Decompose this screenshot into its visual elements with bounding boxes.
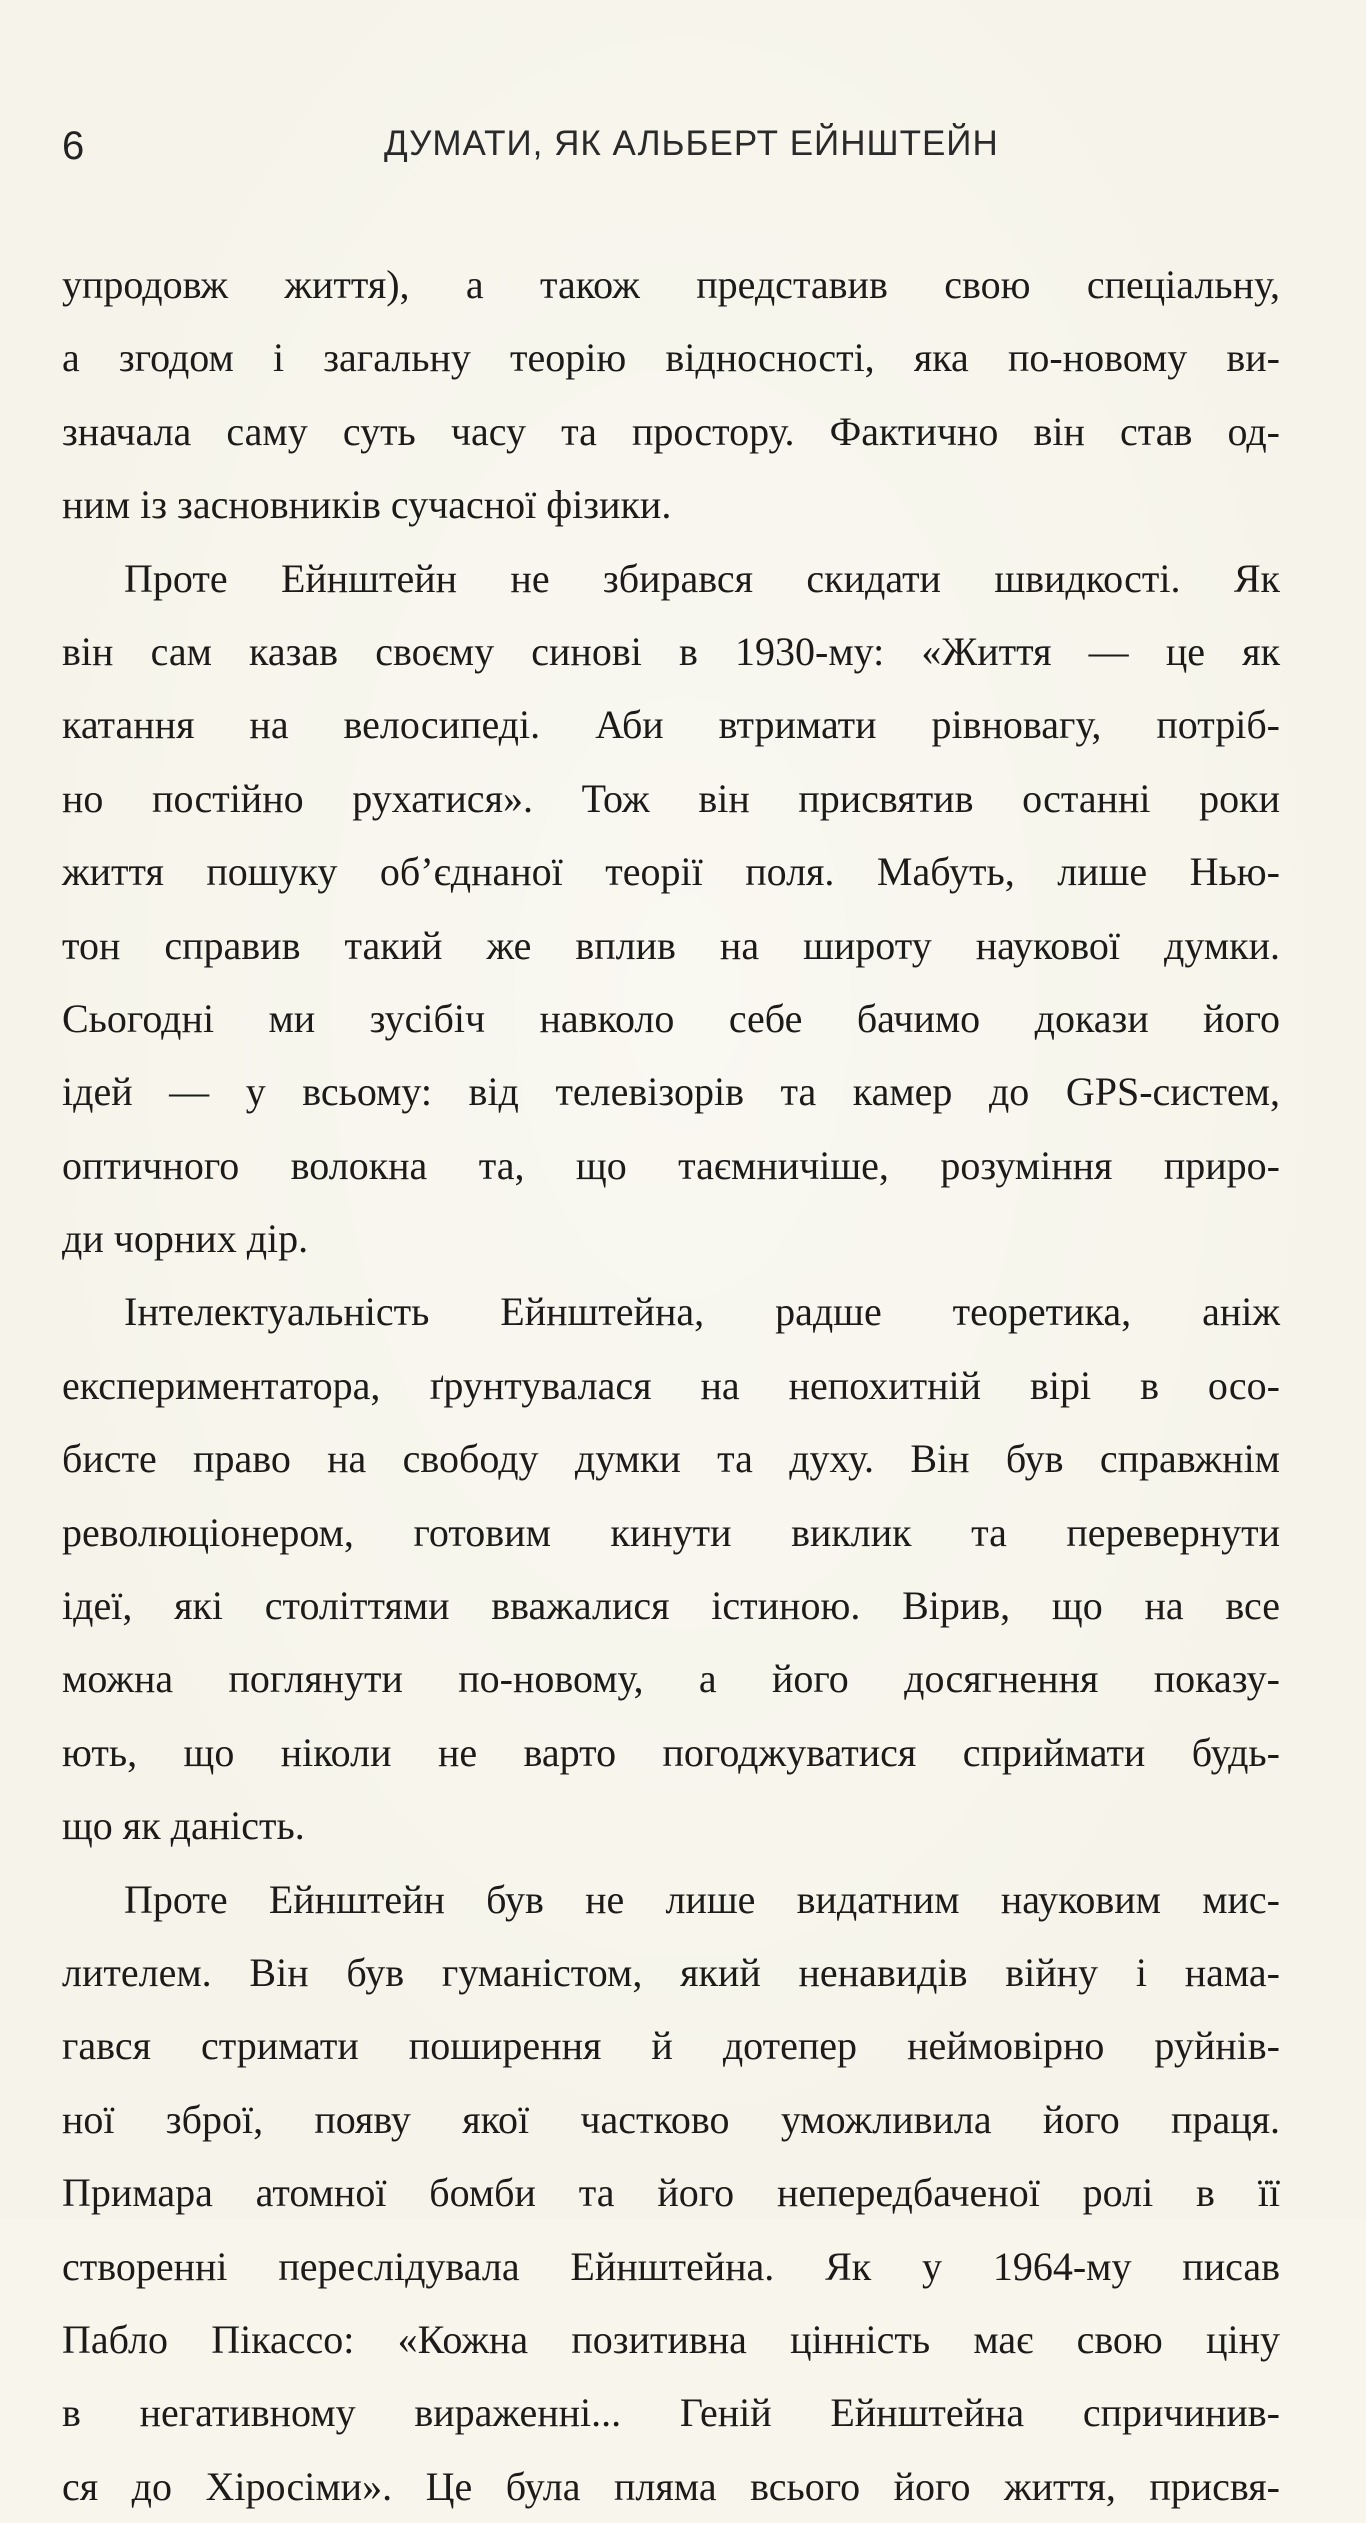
text-line: бисте право на свободу думки та духу. Він був справжнім xyxy=(62,1436,1280,1482)
text-line: Примара атомної бомби та його непередбаченої ролі в її xyxy=(62,2170,1280,2216)
text-line: експериментатора, ґрунтувалася на непохитній вірі в осо- xyxy=(62,1362,1280,1408)
text-line: життя пошуку об’єднаної теорії поля. Мабуть, лише Нью- xyxy=(62,849,1280,895)
text-line: створенні переслідувала Ейнштейна. Як у 1964-му писав xyxy=(62,2243,1280,2289)
text-line: упродовж життя), а також представив свою спеціальну, xyxy=(62,262,1280,307)
text-line: він сам казав своєму синові в 1930-му: «Життя — це як xyxy=(62,628,1280,674)
paragraph-2 xyxy=(62,542,1280,1276)
text-line: но постійно рухатися». Тож він присвятив останні роки xyxy=(62,775,1280,821)
text-line: ся до Хіросіми». Це була пляма всього його життя, присвя- xyxy=(62,2463,1280,2509)
body-text xyxy=(62,248,1280,2523)
text-line: можна поглянути по-новому, а його досягнення показу- xyxy=(62,1656,1280,1702)
text-line: ної зброї, появу якої частково уможливила його праця. xyxy=(62,2096,1280,2142)
text-line: Проте Ейнштейн не збирався скидати швидкості. Як xyxy=(124,555,1280,601)
text-line: Сьогодні ми зусібіч навколо себе бачимо докази його xyxy=(62,995,1280,1041)
text-line: ідеї, які століттями вважалися істиною. Вірив, що на все xyxy=(62,1583,1280,1629)
text-line: гався стримати поширення й дотепер неймовірно руйнів- xyxy=(62,2023,1280,2069)
text-line: катання на велосипеді. Аби втримати рівновагу, потріб- xyxy=(62,702,1280,748)
text-line: Проте Ейнштейн був не лише видатним науковим мис- xyxy=(124,1876,1280,1922)
running-head xyxy=(0,118,1366,178)
text-line: ють, що ніколи не варто погоджуватися сприймати будь- xyxy=(62,1729,1280,1775)
running-title: ДУМАТИ, ЯК АЛЬБЕРТ ЕЙНШТЕЙН xyxy=(384,124,999,163)
text-line: ним із засновників сучасної фізики. xyxy=(62,482,672,528)
paragraph-3 xyxy=(62,1275,1280,1862)
paragraph-4 xyxy=(62,1863,1280,2523)
text-line: революціонером, готовим кинути виклик та перевернути xyxy=(62,1509,1280,1555)
text-line: значала саму суть часу та простору. Фактично він став од- xyxy=(62,408,1280,454)
text-line: а згодом і загальну теорію відносності, яка по-новому ви- xyxy=(62,335,1280,381)
text-line: лителем. Він був гуманістом, який ненавидів війну і нама- xyxy=(62,1949,1280,1995)
paragraph-1 xyxy=(62,248,1280,542)
text-line: тон справив такий же вплив на широту наукової думки. xyxy=(62,922,1280,968)
text-line: що як даність. xyxy=(62,1803,305,1849)
text-line: Інтелектуальність Ейнштейна, радше теоретика, аніж xyxy=(124,1289,1280,1335)
page-number: 6 xyxy=(62,124,85,168)
text-line: Пабло Пікассо: «Кожна позитивна цінність має свою ціну xyxy=(62,2316,1280,2362)
text-line: ди чорних дір. xyxy=(62,1216,309,1262)
text-line: ідей — у всьому: від телевізорів та камер до GPS-систем, xyxy=(62,1069,1280,1115)
text-line: оптичного волокна та, що таємничіше, розуміння приро- xyxy=(62,1142,1280,1188)
text-line: в негативному вираженні... Геній Ейнштейна спричинив- xyxy=(62,2390,1280,2436)
